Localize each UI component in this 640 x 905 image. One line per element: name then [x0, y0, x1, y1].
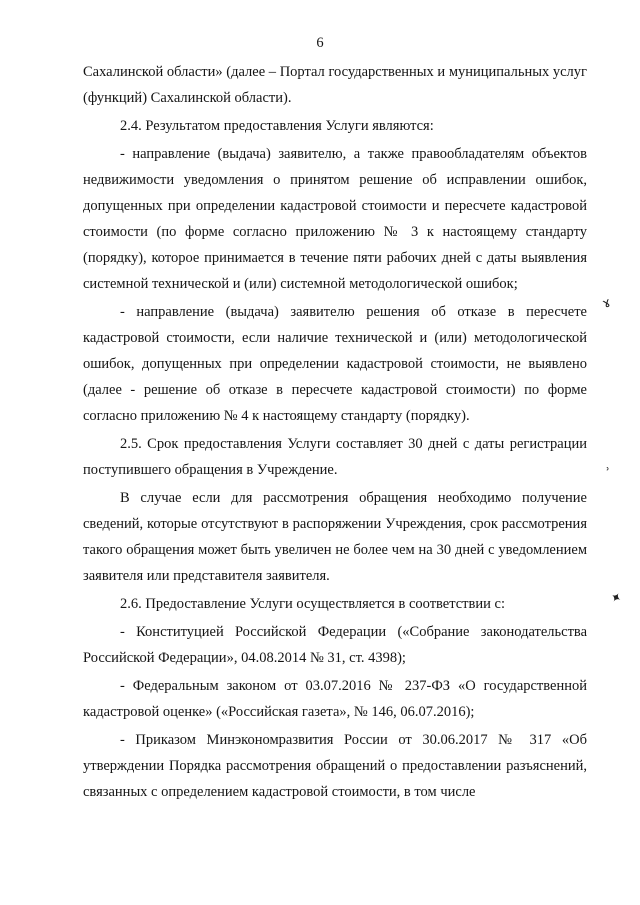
paragraph-2-4: 2.4. Результатом предоставления Услуги являются: [120, 118, 434, 134]
page-number: 6 [316, 35, 324, 51]
paragraph-2-5: 2.5. Срок предоставления Услуги составляет 30 дней с даты регистрации поступившего обращения в Учреждение. [83, 436, 587, 478]
scan-mark-2: ʾ [606, 466, 610, 481]
paragraph-2-6: 2.6. Предоставление Услуги осуществляется в соответствии с: [120, 596, 505, 612]
scan-mark-3: ✦ [606, 589, 624, 608]
paragraph-order-317: - Приказом Минэкономразвития России от 30.06.2017 № 317 «Об утверждении Порядка рассмотрения обращений о предоставлении разъяснений, связанных с определением кадастровой стоимости, в том числе [83, 732, 587, 800]
paragraph-constitution: - Конституцией Российской Федерации («Собрание законодательства Российской Федерации», 04.08.2014 № 31, ст. 4398); [83, 624, 587, 666]
paragraph-result-refusal: - направление (выдача) заявителю решения об отказе в пересчете кадастровой стоимости, если наличие технической и (или) методологической ошибок, допущенных при определении кадастровой стоимости, не выявлено (далее - решение об отказе в пересчете кадастровой стоимости) по форме согласно приложению № 4 к настоящему стандарту (порядку). [83, 304, 587, 424]
paragraph-result-notice: - направление (выдача) заявителю, а также правообладателям объектов недвижимости уведомления о принятом решение об исправлении ошибок, допущенных при определении кадастровой стоимости и пересчете кадастровой стоимости (по форме согласно приложению № 3 к настоящему стандарту (порядку), которое принимается в течение пяти рабочих дней с даты выявления системной технической и (или) системной методологической ошибок; [83, 146, 587, 292]
document-body [83, 59, 587, 805]
paragraph-federal-law: - Федеральным законом от 03.07.2016 № 237-ФЗ «О государственной кадастровой оценке» («Российская газета», № 146, 06.07.2016); [83, 678, 587, 720]
paragraph-extension: В случае если для рассмотрения обращения необходимо получение сведений, которые отсутствуют в распоряжении Учреждения, срок рассмотрения такого обращения может быть увеличен не более чем на 30 дней с уведомлением заявителя или представителя заявителя. [83, 490, 587, 584]
paragraph-portal-continuation: Сахалинской области» (далее – Портал государственных и муниципальных услуг (функций) Сахалинской области). [83, 64, 587, 106]
scan-mark-1: ɤ [600, 295, 614, 312]
